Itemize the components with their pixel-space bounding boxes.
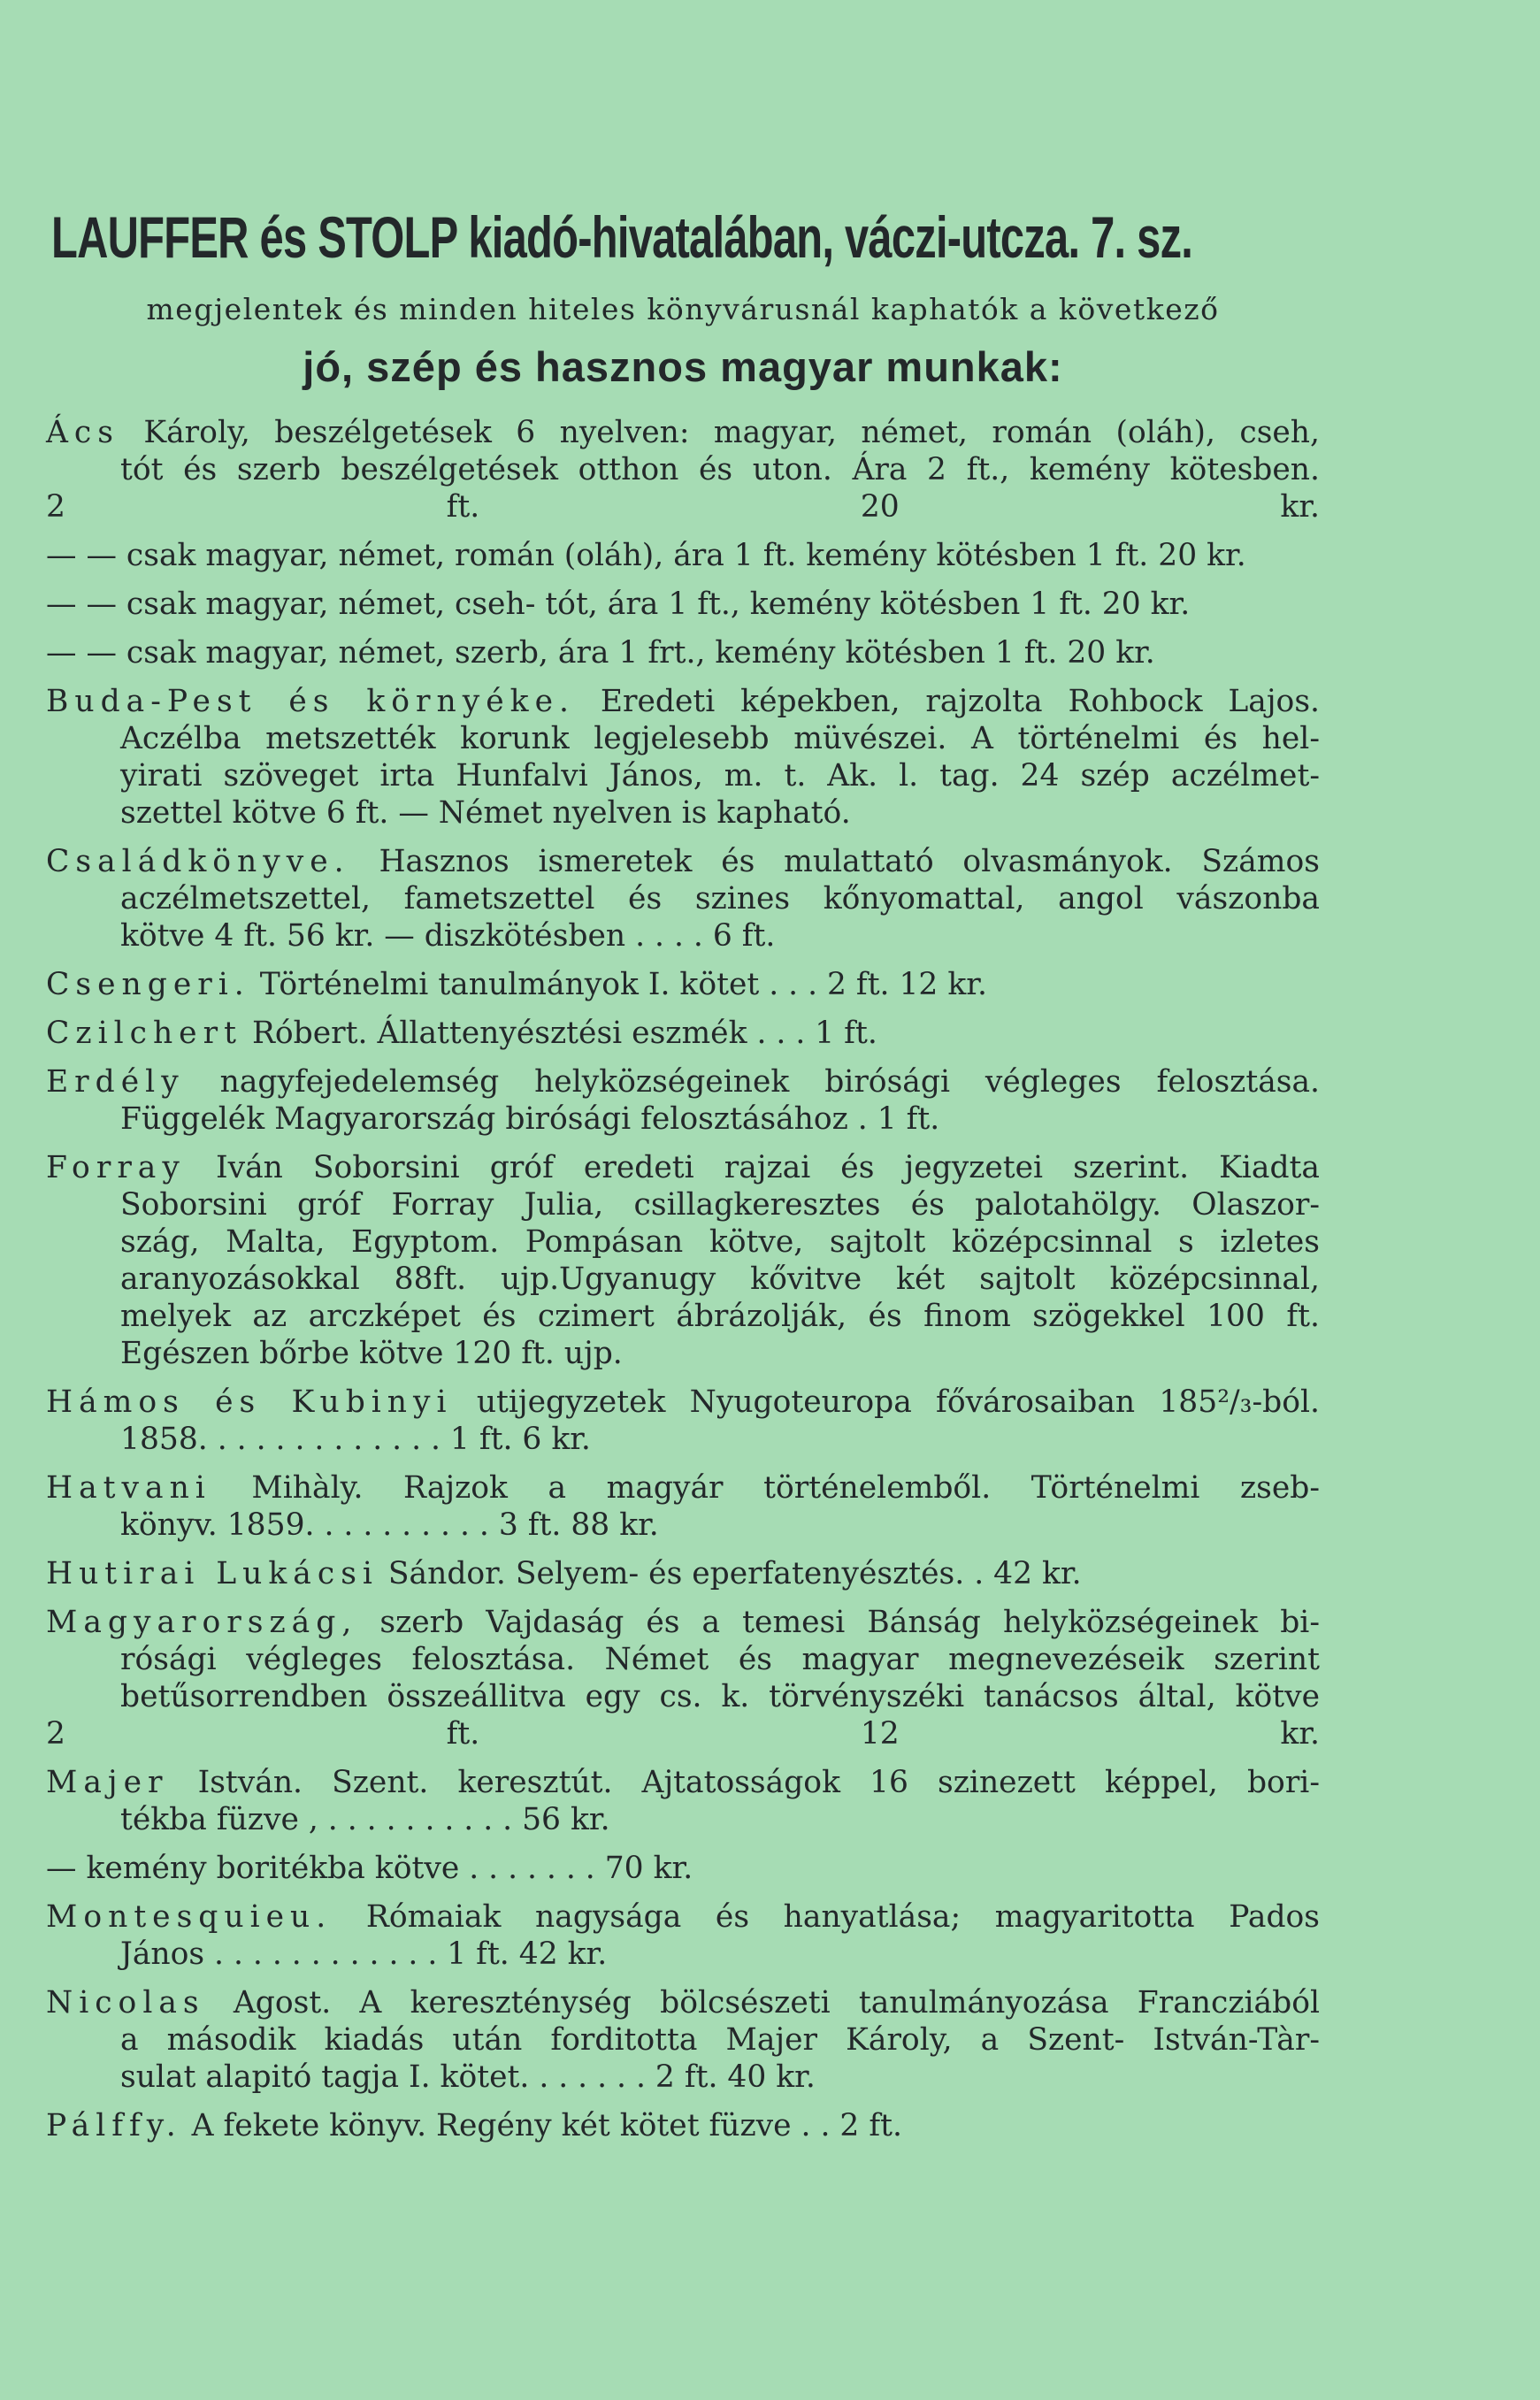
entry-text: Függelék Magyarország birósági felosztásához . 1 ft. <box>120 1101 940 1137</box>
entry-text: János . . . . . . . . . . . . 1 ft. 42 kr. <box>120 1936 608 1972</box>
entry-text: 1858. . . . . . . . . . . . . 1 ft. 6 kr. <box>120 1422 591 1457</box>
entry-author: Hatvani <box>46 1470 211 1506</box>
entry-text: — kemény boritékba kötve . . . . . . . 70 kr. <box>46 1851 693 1886</box>
entry-author: Ács <box>46 415 119 450</box>
entry-author: Csengeri. <box>46 967 250 1002</box>
entry-text: István. Szent. keresztút. Ajtatosságok 16 szinezett képpel, bori- <box>197 1765 1320 1800</box>
entry-text: Mihàly. Rajzok a magyár történelemből. Történelmi zseb- <box>251 1470 1321 1506</box>
entry-text: Rómaiak nagysága és hanyatlása; magyaritotta Pados <box>365 1899 1321 1935</box>
list-item <box>46 843 1320 955</box>
list-item <box>46 1898 1320 1973</box>
entry-text: — — csak magyar, német, román (oláh), ára 1 ft. kemény kötésben 1 ft. 20 kr. <box>46 538 1246 573</box>
entry-text: szág, Malta, Egyptom. Pompásan kötve, sajtolt középcsinnal s izletes <box>120 1224 1320 1260</box>
list-item <box>46 1469 1320 1544</box>
entry-text: — — csak magyar, német, cseh- tót, ára 1 ft., kemény kötésben 1 ft. 20 kr. <box>46 587 1191 622</box>
entry-text: Iván Soborsini gróf eredeti rajzai és jegyzetei szerint. Kiadta <box>215 1150 1320 1185</box>
entry-price: 2 ft. 20 kr. <box>46 489 1320 525</box>
entry-author: Forray <box>46 1150 186 1185</box>
entry-text: Károly, beszélgetések 6 nyelven: magyar, német, román (oláh), cseh, <box>143 415 1320 450</box>
list-item <box>46 1149 1320 1372</box>
entry-text: a második kiadás után forditotta Majer Károly, a Szent- István-Tàr- <box>120 2022 1320 2058</box>
entry-author: Pálffy. <box>46 2108 182 2143</box>
entry-text: betűsorrendben összeállitva egy cs. k. törvényszéki tanácsos által, kötve <box>120 1679 1320 1714</box>
entry-text: könyv. 1859. . . . . . . . . . 3 ft. 88 kr. <box>120 1507 659 1543</box>
entry-author: Czilchert <box>46 1016 242 1051</box>
entry-text: Soborsini gróf Forray Julia, csillagkeresztes és palotahölgy. Olaszor- <box>120 1187 1320 1223</box>
entry-author: Montesquieu. <box>46 1899 333 1935</box>
entry-price: 2 ft. 12 kr. <box>46 1716 1320 1752</box>
entry-author: Buda-Pest és környéke. <box>46 684 575 719</box>
list-item <box>46 683 1320 832</box>
entry-text: tót és szerb beszélgetések otthon és uton. Ára 2 ft., kemény kötesben. <box>120 452 1320 487</box>
list-item <box>46 586 1320 623</box>
list-item <box>46 966 1320 1003</box>
entry-author: Majer <box>46 1765 169 1800</box>
entry-text: kötve 4 ft. 56 kr. — diszkötésben . . . . 6 ft. <box>120 918 776 954</box>
entry-text: Agost. A kereszténység bölcsészeti tanulmányozása Francziából <box>233 1985 1321 2020</box>
list-item <box>46 1764 1320 1838</box>
entry-author: Hámos és Kubinyi <box>46 1384 453 1420</box>
entry-author: Hutirai Lukácsi <box>46 1556 379 1591</box>
entry-text: A fekete könyv. Regény két kötet füzve . . 2 ft. <box>191 2108 902 2143</box>
entry-text: Sándor. Selyem- és eperfatenyésztés. . 42 kr. <box>387 1556 1082 1591</box>
entry-author: Családkönyve. <box>46 844 350 879</box>
entry-text: sulat alapitó tagja I. kötet. . . . . . . 2 ft. 40 kr. <box>120 2059 816 2095</box>
list-item <box>46 1850 1320 1887</box>
list-item <box>46 634 1320 671</box>
entry-text: nagyfejedelemség helyközségeinek birósági végleges felosztása. <box>219 1064 1320 1100</box>
entry-text: tékba füzve , . . . . . . . . . . 56 kr. <box>120 1802 610 1837</box>
list-item <box>46 1555 1320 1592</box>
list-item <box>46 414 1320 525</box>
entry-text: melyek az arczképet és czimert ábrázolják, és finom szögekkel 100 ft. <box>120 1299 1320 1334</box>
entry-text: szerb Vajdaság és a temesi Bánság helyközségeinek bi- <box>379 1605 1320 1640</box>
entry-text: Eredeti képekben, rajzolta Rohbock Lajos. <box>600 684 1320 719</box>
entry-text: yirati szöveget irta Hunfalvi János, m. t. Ak. l. tag. 24 szép aczélmet- <box>120 758 1320 794</box>
list-item <box>46 1984 1320 2096</box>
entry-text: aczélmetszettel, fametszettel és szines kőnyomattal, angol vászonba <box>120 881 1320 916</box>
list-item <box>46 1604 1320 1752</box>
publisher-title: LAUFFER és STOLP kiadó-hivatalában, váczi-utcza. 7. sz. <box>51 204 1193 270</box>
entry-text: utijegyzetek Nyugoteuropa fővárosaiban 185²/₃-ból. <box>476 1384 1320 1420</box>
entry-author: Magyarország, <box>46 1605 358 1640</box>
entry-text: Történelmi tanulmányok I. kötet . . . 2 ft. 12 kr. <box>259 967 987 1002</box>
tagline: jó, szép és hasznos magyar munkak: <box>303 343 1063 390</box>
entry-text: Hasznos ismeretek és mulattató olvasmányok. Számos <box>379 844 1320 879</box>
list-item <box>46 1384 1320 1458</box>
list-item <box>46 537 1320 574</box>
entry-author: Nicolas <box>46 1985 205 2020</box>
subtitle: megjelentek és minden hiteles könyvárusnál kaphatók a következő <box>146 292 1220 326</box>
entry-author: Erdély <box>46 1064 185 1100</box>
entry-text: rósági végleges felosztása. Német és magyar megnevezéseik szerint <box>120 1642 1320 1677</box>
list-item <box>46 1063 1320 1138</box>
list-item <box>46 1015 1320 1052</box>
entry-text: szettel kötve 6 ft. — Német nyelven is kapható. <box>120 795 851 831</box>
entry-text: Aczélba metszették korunk legjelesebb müvészei. A történelmi és hel- <box>120 721 1320 756</box>
entry-text: aranyozásokkal 88ft. ujp.Ugyanugy kővitve két sajtolt középcsinnal, <box>120 1261 1320 1297</box>
entry-text: — — csak magyar, német, szerb, ára 1 frt., kemény kötésben 1 ft. 20 kr. <box>46 635 1155 671</box>
entry-text: Egészen bőrbe kötve 120 ft. ujp. <box>120 1336 623 1371</box>
list-item <box>46 2107 1320 2144</box>
catalog-page <box>46 203 1320 2156</box>
entry-text: Róbert. Állattenyésztési eszmék . . . 1 ft. <box>251 1016 877 1051</box>
